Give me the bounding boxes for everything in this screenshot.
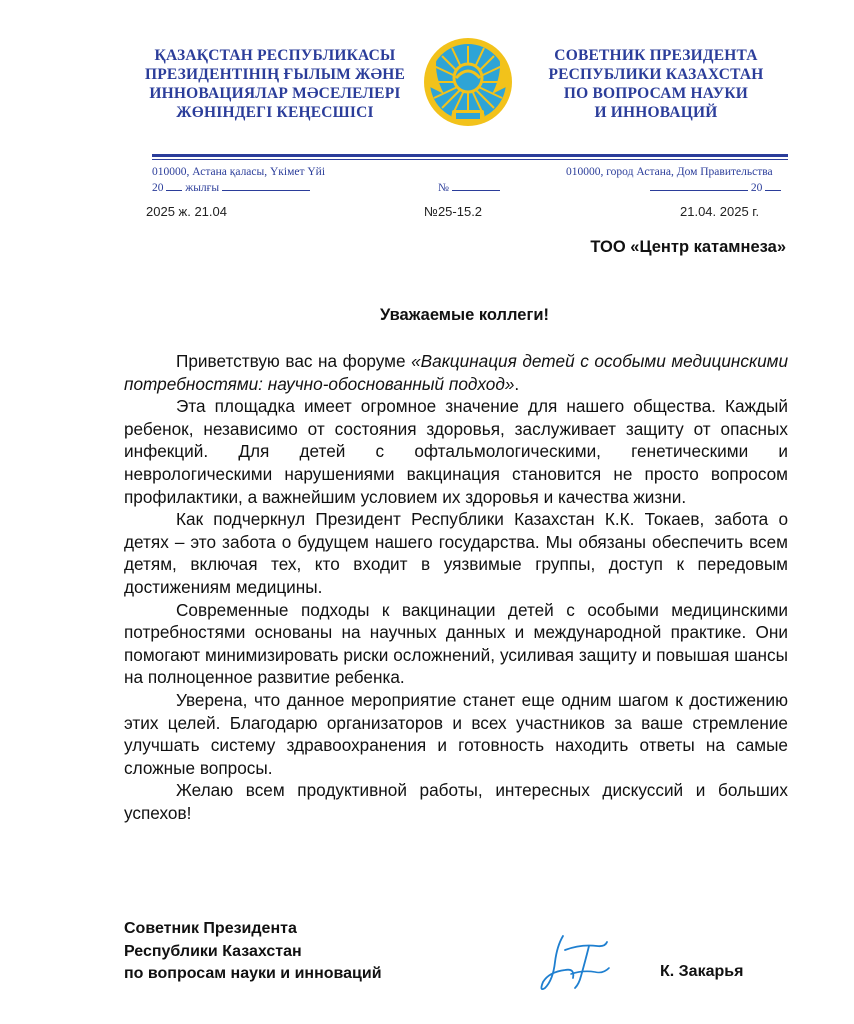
kazakhstan-emblem-icon <box>422 36 514 132</box>
number-line <box>438 180 500 195</box>
header-kz-line: ПРЕЗИДЕНТІНІҢ ҒЫЛЫМ ЖӘНЕ <box>144 66 406 83</box>
kz-date-line <box>152 180 310 195</box>
ru-address: 010000, город Астана, Дом Правительства <box>566 166 773 178</box>
header-rule-thick <box>152 154 788 157</box>
blank-line <box>222 180 310 191</box>
letter-body <box>124 350 788 824</box>
addressee: ТОО «Центр катамнеза» <box>590 238 786 256</box>
header-ru-block <box>540 46 772 122</box>
signatory-title-line: Республики Казахстан <box>124 942 302 960</box>
handwritten-signature-icon <box>535 932 615 994</box>
body-paragraph: Современные подходы к вакцинации детей с особыми медицинскими потребностями основаны на научных данных и международной практике. Они помогают минимизировать риски осложнений, усиливая защиту и повышая шансы на полноценное развитие ребенка. <box>124 599 788 688</box>
kz-date-suffix: жылғы <box>185 182 220 194</box>
header-rule-thin <box>152 159 788 160</box>
header-kz-line: ИННОВАЦИЯЛАР МӘСЕЛЕЛЕРІ <box>149 85 401 102</box>
forum-title: «Вакцинация детей с особыми медицинскими потребностями: научно-обоснованный подход» <box>124 351 788 394</box>
registration-ru-date: 21.04. 2025 г. <box>680 204 760 219</box>
body-paragraph: Как подчеркнул Президент Республики Казахстан К.К. Токаев, забота о детях – это забота о будущем нашего государства. Мы обязаны обеспечить всем детям, включая тех, кто входит в уязвимые группы, доступ к передовым достижениям медицины. <box>124 509 788 597</box>
header-kz-block <box>136 46 414 122</box>
header-kz-line: ЖӨНІНДЕГІ КЕҢЕСШІСІ <box>176 104 374 121</box>
registration-number: №25-15.2 <box>424 204 483 219</box>
header-ru-line: ПО ВОПРОСАМ НАУКИ <box>563 85 749 102</box>
ru-date-suffix: 20 <box>750 182 763 194</box>
kz-date-prefix: 20 <box>152 182 164 194</box>
blank-line <box>650 180 748 191</box>
signatory-name: К. Закарья <box>660 963 744 980</box>
signatory-title-line: Советник Президента <box>124 920 297 937</box>
blank-line <box>765 180 781 191</box>
header-ru-line: РЕСПУБЛИКИ КАЗАХСТАН <box>548 66 764 83</box>
body-paragraph: Желаю всем продуктивной работы, интересных дискуссий и больших успехов! <box>124 780 788 823</box>
ru-date-line <box>650 180 781 195</box>
signatory-title <box>124 918 382 986</box>
p1-end: . <box>514 373 520 394</box>
body-paragraph: Уверена, что данное мероприятие станет еще одним шагом к достижению этих целей. Благодарю организаторов и всех участников за ваше стремление улучшать систему здравоохранения и готовность находить ответы на самые сложные вопросы. <box>124 689 788 778</box>
body-paragraph <box>124 350 788 395</box>
blank-line <box>452 180 500 191</box>
signatory-title-line: по вопросам науки и инноваций <box>124 965 382 982</box>
header-ru-line: И ИННОВАЦИЙ <box>594 104 718 121</box>
kz-address: 010000, Астана қаласы, Үкімет Үйі <box>152 166 326 178</box>
header-ru-line: СОВЕТНИК ПРЕЗИДЕНТА <box>554 47 758 64</box>
body-paragraph: Эта площадка имеет огромное значение для нашего общества. Каждый ребенок, независимо от состояния здоровья, заслуживает защиту от опасных инфекций. Для детей с офтальмологическими, генетическими и неврологическими нарушениями вакцинация становится не просто вопросом профилактики, а важнейшим условием их здоровья и качества жизни. <box>124 396 788 507</box>
greeting: Уважаемые коллеги! <box>380 306 549 324</box>
registration-kz-date: 2025 ж. 21.04 <box>146 204 227 219</box>
number-label: № <box>438 182 449 194</box>
p1-start: Приветствую вас на форуме <box>176 351 412 371</box>
blank-line <box>166 180 182 191</box>
header-kz-line: ҚАЗАҚСТАН РЕСПУБЛИКАСЫ <box>154 47 396 64</box>
